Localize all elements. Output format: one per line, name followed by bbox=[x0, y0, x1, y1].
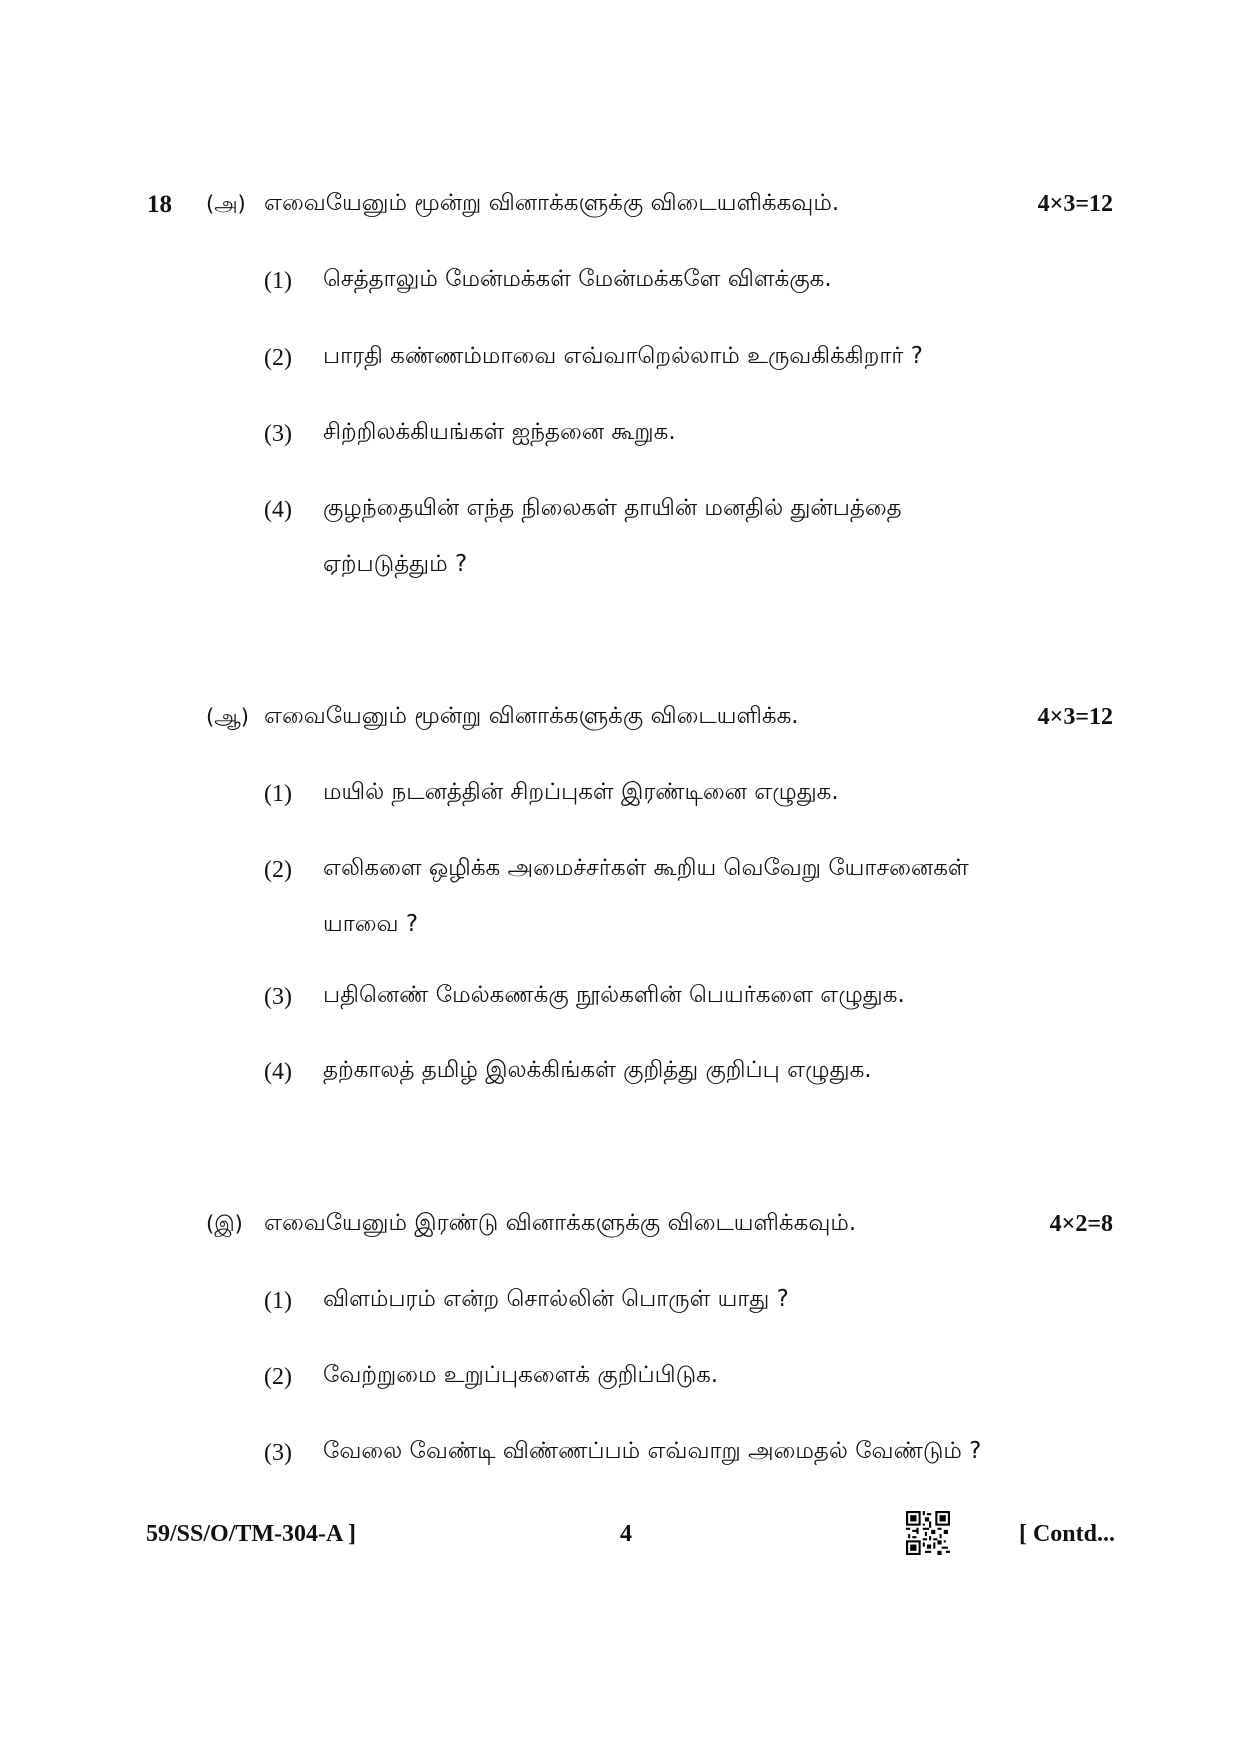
item-number: (1) bbox=[264, 781, 292, 807]
item-number: (3) bbox=[264, 1440, 292, 1466]
section-b-instruction: எவையேனும் மூன்று வினாக்களுக்கு விடையளிக்க. bbox=[264, 703, 799, 729]
question-text: பாரதி கண்ணம்மாவை எவ்வாறெல்லாம் உருவகிக்கிறார் ? bbox=[323, 343, 923, 369]
item-number: (3) bbox=[264, 984, 292, 1010]
question-text: சிற்றிலக்கியங்கள் ஐந்தனை கூறுக. bbox=[323, 419, 676, 445]
paper-code: 59/SS/O/TM-304-A ] bbox=[146, 1521, 357, 1547]
question-text: தற்காலத் தமிழ் இலக்கிங்கள் குறித்து குறிப்பு எழுதுக. bbox=[323, 1057, 872, 1083]
section-b-label: (ஆ) bbox=[206, 705, 249, 729]
item-number: (2) bbox=[264, 345, 292, 371]
item-number: (1) bbox=[264, 268, 292, 294]
section-b-marks: 4×3=12 bbox=[1037, 704, 1113, 730]
section-a-label: (அ) bbox=[206, 192, 246, 216]
question-text-continued: ஏற்படுத்தும் ? bbox=[323, 551, 468, 577]
question-text: எலிகளை ஒழிக்க அமைச்சர்கள் கூறிய வெவேறு யோசனைகள் bbox=[323, 855, 969, 881]
section-c-label: (இ) bbox=[206, 1212, 243, 1236]
question-number: 18 bbox=[147, 191, 172, 218]
item-number: (2) bbox=[264, 857, 292, 883]
question-text: பதினெண் மேல்கணக்கு நூல்களின் பெயர்களை எழுதுக. bbox=[323, 982, 905, 1008]
question-text: விளம்பரம் என்ற சொல்லின் பொருள் யாது ? bbox=[323, 1286, 789, 1312]
question-text: மயில் நடனத்தின் சிறப்புகள் இரண்டினை எழுதுக. bbox=[323, 779, 839, 805]
item-number: (1) bbox=[264, 1288, 292, 1314]
item-number: (2) bbox=[264, 1364, 292, 1390]
section-a-instruction: எவையேனும் மூன்று வினாக்களுக்கு விடையளிக்கவும். bbox=[264, 190, 840, 216]
page-number: 4 bbox=[620, 1521, 632, 1547]
question-text: குழந்தையின் எந்த நிலைகள் தாயின் மனதில் துன்பத்தை bbox=[323, 495, 902, 521]
question-text-continued: யாவை ? bbox=[323, 911, 419, 937]
item-number: (3) bbox=[264, 421, 292, 447]
section-a-marks: 4×3=12 bbox=[1037, 191, 1113, 217]
section-c-instruction: எவையேனும் இரண்டு வினாக்களுக்கு விடையளிக்கவும். bbox=[264, 1210, 857, 1236]
question-text: வேலை வேண்டி விண்ணப்பம் எவ்வாறு அமைதல் வேண்டும் ? bbox=[323, 1438, 982, 1464]
continued-note: [ Contd... bbox=[1018, 1521, 1115, 1547]
section-c-marks: 4×2=8 bbox=[1049, 1211, 1113, 1237]
qr-code-icon bbox=[906, 1511, 950, 1555]
item-number: (4) bbox=[264, 497, 292, 523]
item-number: (4) bbox=[264, 1059, 292, 1085]
question-text: செத்தாலும் மேன்மக்கள் மேன்மக்களே விளக்குக. bbox=[323, 266, 832, 292]
question-text: வேற்றுமை உறுப்புகளைக் குறிப்பிடுக. bbox=[323, 1362, 719, 1388]
